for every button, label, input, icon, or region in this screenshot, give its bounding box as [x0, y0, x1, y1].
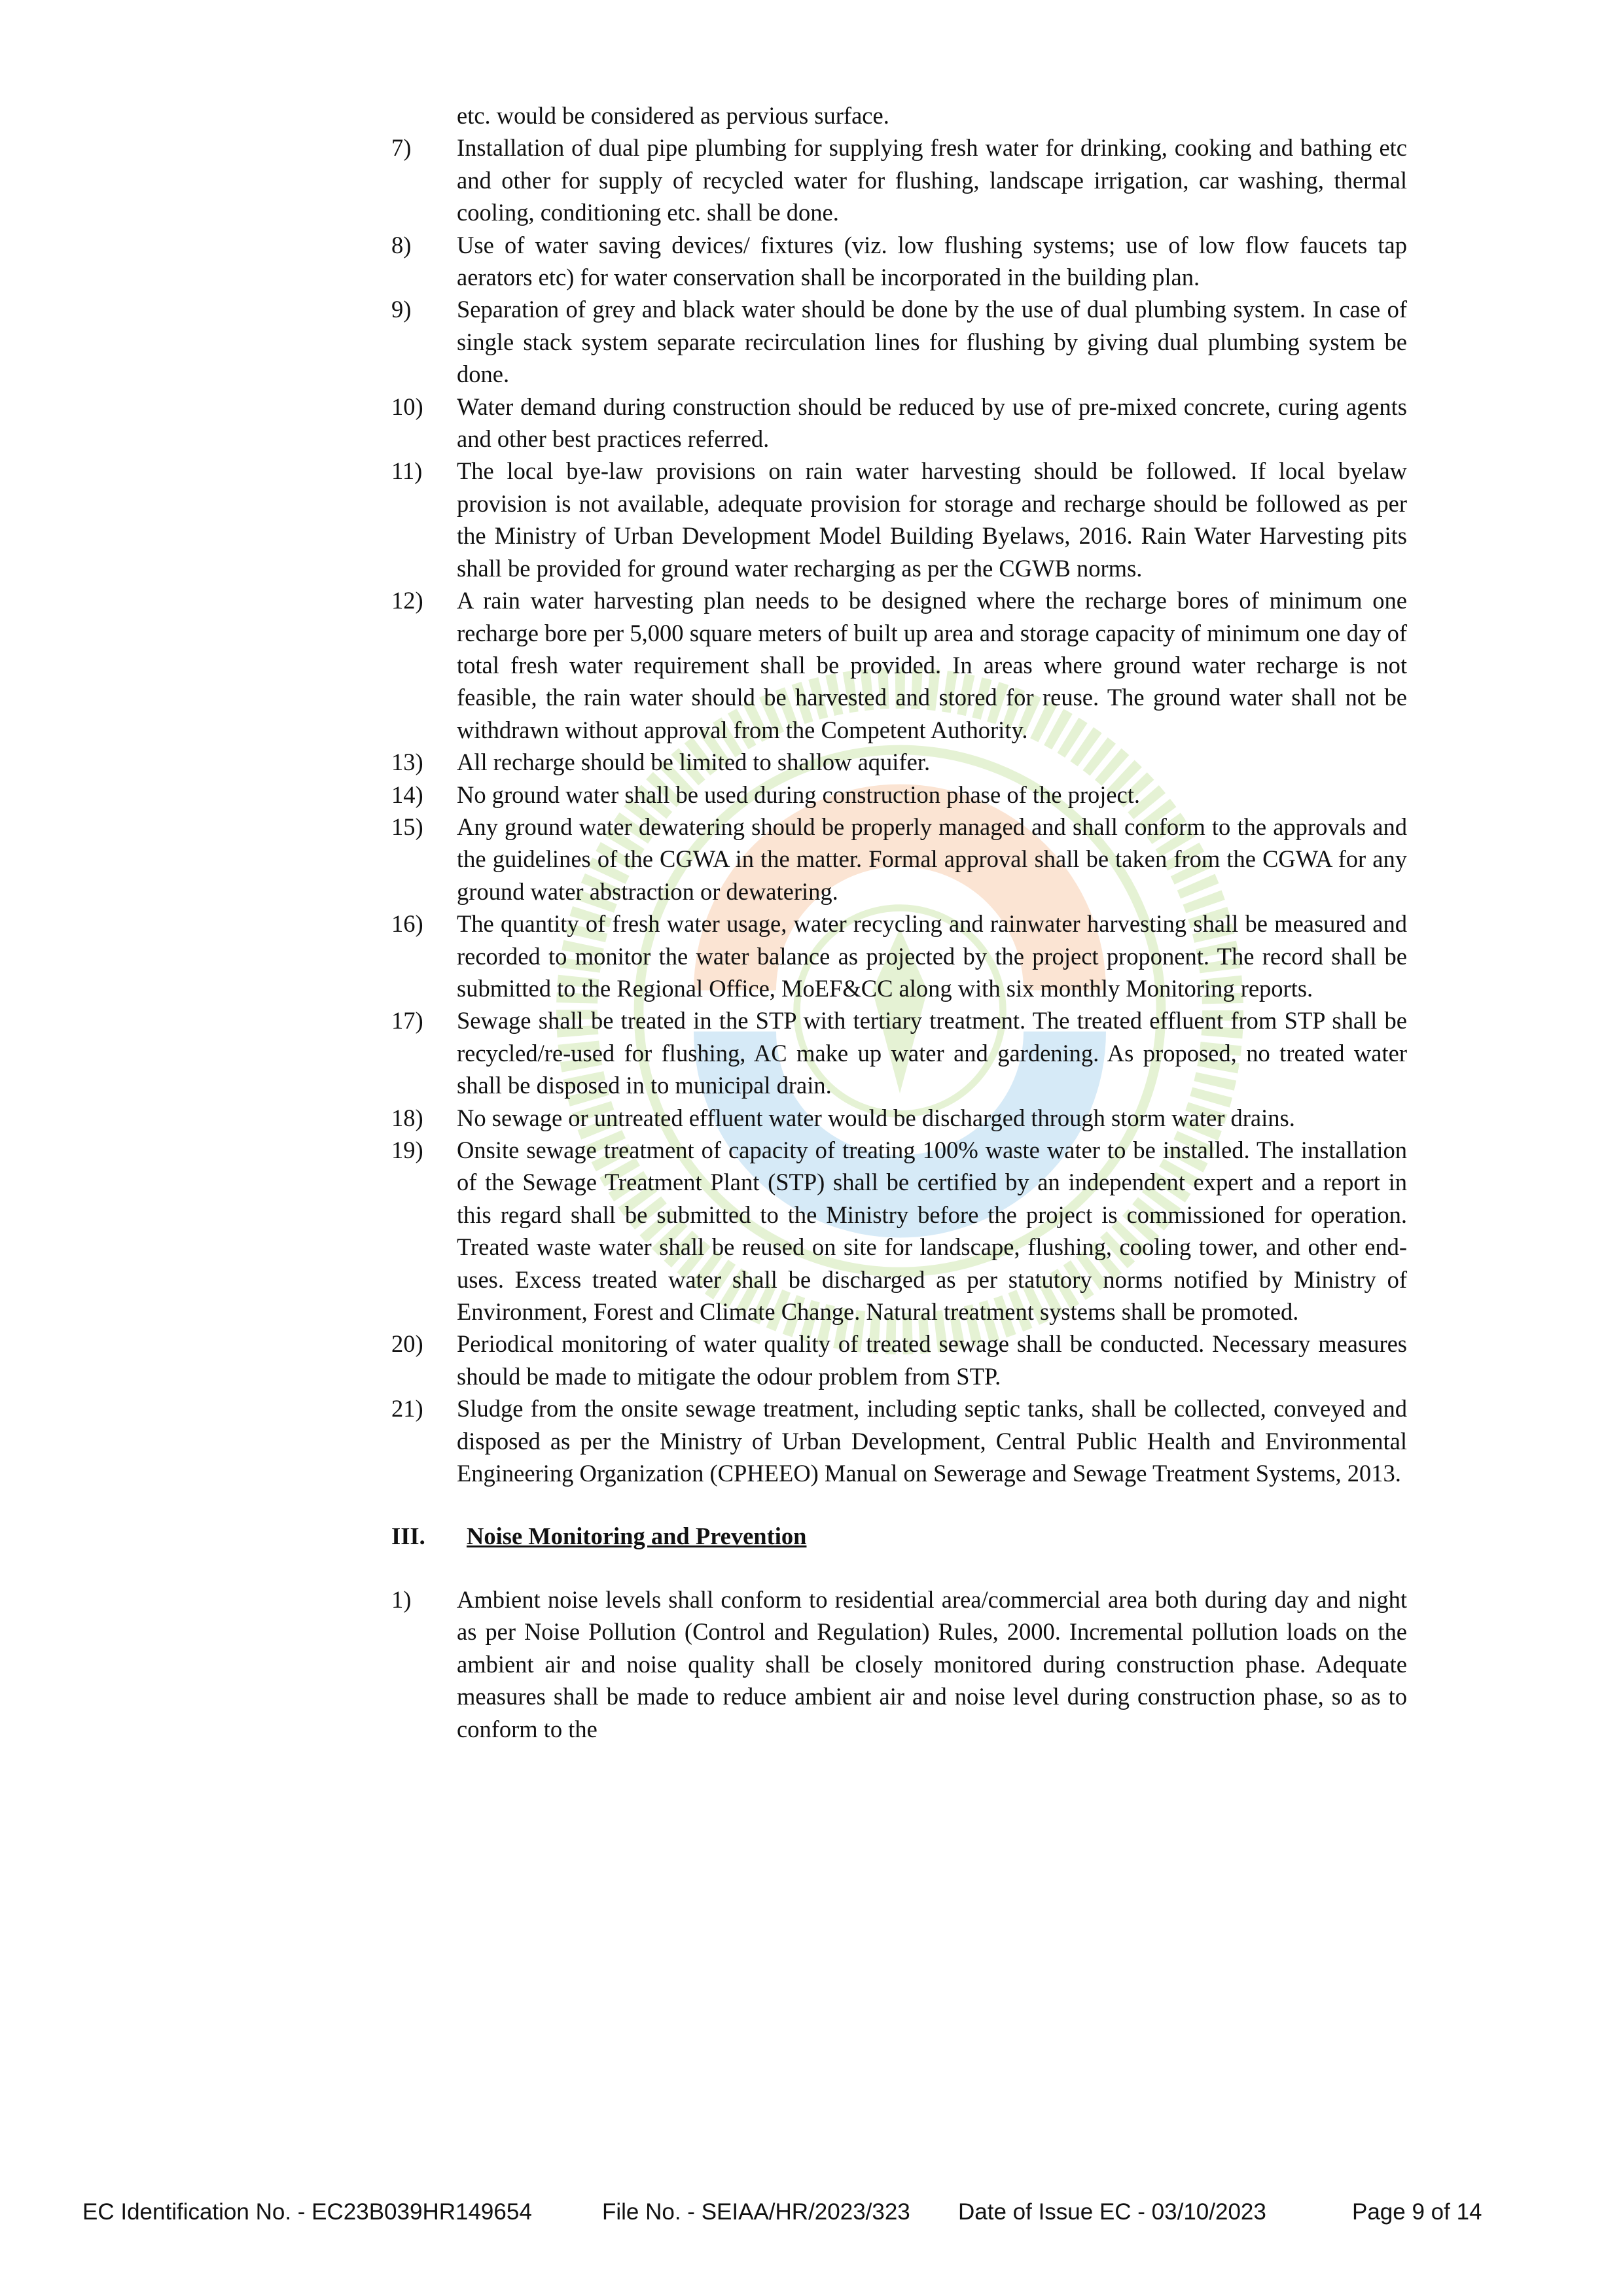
- document-body: [391, 99, 1407, 1745]
- list-item: [391, 746, 1407, 778]
- list-item: [391, 455, 1407, 584]
- list-item: [391, 584, 1407, 746]
- list-item: [391, 908, 1407, 1004]
- list-item: [391, 779, 1407, 811]
- date-of-issue: Date of Issue EC - 03/10/2023: [958, 2199, 1266, 2225]
- list-item: [391, 1583, 1407, 1745]
- item-text: Onsite sewage treatment of capacity of treating 100% waste water to be installed. The installation of the Sewage Treatment Plant (STP) shall be certified by an independent expert and a report in this regard shall be submitted to the Ministry before the project is commissioned for operation. Treated waste water shall be reused on site for landscape, flushing, cooling tower, and other end-uses. Excess treated water shall be discharged as per statutory norms notified by Ministry of Environment, Forest and Climate Change. Natural treatment systems shall be promoted.: [457, 1137, 1407, 1326]
- list-item: [391, 1102, 1407, 1134]
- item-number: 18): [391, 1104, 423, 1131]
- item-text: Any ground water dewatering should be properly managed and shall conform to the approvals and the guidelines of the CGWA in the matter. Formal approval shall be taken from the CGWA for any ground water abstraction or dewatering.: [457, 813, 1407, 905]
- list-item: [391, 132, 1407, 228]
- item-number: 1): [391, 1585, 412, 1613]
- item-text: Sewage shall be treated in the STP with tertiary treatment. The treated effluent from STP shall be recycled/re-used for flushing, AC make up water and gardening. As proposed, no treated water shall be disposed in to municipal drain.: [457, 1007, 1407, 1099]
- item-text: Water demand during construction should be reduced by use of pre-mixed concrete, curing agents and other best practices referred.: [457, 393, 1407, 453]
- item-text: Ambient noise levels shall conform to residential area/commercial area both during day and night as per Noise Pollution (Control and Regulation) Rules, 2000. Incremental pollution loads on the ambient air and noise quality shall be closely monitored during construction phase. Adequate measures shall be made to reduce ambient air and noise level during construction phase, so as to conform to the: [457, 1585, 1407, 1742]
- list-item: [391, 229, 1407, 294]
- item-text: Periodical monitoring of water quality of treated sewage shall be conducted. Necessary measures should be made to mitigate the odour problem from STP.: [457, 1330, 1407, 1390]
- water-conservation-list: [391, 132, 1407, 1489]
- noise-monitoring-list: [391, 1583, 1407, 1745]
- item-text: A rain water harvesting plan needs to be designed where the recharge bores of minimum one recharge bore per 5,000 square meters of built up area and storage capacity of minimum one day of total fresh water requirement shall be provided. In areas where ground water recharge is not feasible, the rain water should be harvested and stored for reuse. The ground water shall not be withdrawn without approval from the Competent Authority.: [457, 587, 1407, 743]
- file-number: File No. - SEIAA/HR/2023/323: [602, 2199, 910, 2225]
- item-number: 20): [391, 1330, 423, 1358]
- item-text: Installation of dual pipe plumbing for supplying fresh water for drinking, cooking and bathing etc and other for supply of recycled water for flushing, landscape irrigation, car washing, thermal cooling, conditioning etc. shall be done.: [457, 134, 1407, 226]
- list-item: [391, 1392, 1407, 1489]
- item-number: 14): [391, 781, 423, 808]
- section-heading: [391, 1520, 1407, 1552]
- page-number: Page 9 of 14: [1352, 2199, 1482, 2225]
- item-number: 12): [391, 587, 423, 614]
- list-item: [391, 391, 1407, 455]
- item-text: All recharge should be limited to shallow aquifer.: [457, 749, 931, 776]
- item-number: 16): [391, 910, 423, 938]
- item-number: 11): [391, 457, 423, 485]
- item-text: Separation of grey and black water should be done by the use of dual plumbing system. In case of single stack system separate recirculation lines for flushing by giving dual plumbing system be done.: [457, 296, 1407, 388]
- item-number: 19): [391, 1137, 423, 1163]
- item-number: 9): [391, 296, 412, 323]
- item-text: Sludge from the onsite sewage treatment, including septic tanks, shall be collected, conveyed and disposed as per the Ministry of Urban Development, Central Public Health and Environmental Engineering Organization (CPHEEO) Manual on Sewerage and Sewage Treatment Systems, 2013.: [457, 1395, 1407, 1487]
- item-number: 10): [391, 393, 423, 420]
- item-number: 8): [391, 231, 412, 258]
- list-item: [391, 1328, 1407, 1392]
- list-item: [391, 811, 1407, 908]
- item-text: No ground water shall be used during construction phase of the project.: [457, 781, 1141, 808]
- item-text: No sewage or untreated effluent water would be discharged through storm water drains.: [457, 1104, 1295, 1131]
- item-text: Use of water saving devices/ fixtures (viz. low flushing systems; use of low flow faucets tap aerators etc) for water conservation shall be incorporated in the building plan.: [457, 231, 1407, 291]
- item-number: 17): [391, 1007, 423, 1034]
- item-number: 21): [391, 1395, 423, 1422]
- item-text: The quantity of fresh water usage, water recycling and rainwater harvesting shall be measured and recorded to monitor the water balance as projected by the project proponent. The record shall be submitted to the Regional Office, MoEF&CC along with six monthly Monitoring reports.: [457, 910, 1407, 1002]
- list-item: [391, 1134, 1407, 1328]
- section-number: III.: [391, 1523, 425, 1550]
- list-item: [391, 1004, 1407, 1101]
- item-number: 15): [391, 813, 423, 840]
- item-text: The local bye-law provisions on rain water harvesting should be followed. If local byelaw provision is not available, adequate provision for storage and recharge should be followed as per the Ministry of Urban Development Model Building Byelaws, 2016. Rain Water Harvesting pits shall be provided for ground water recharging as per the CGWB norms.: [457, 457, 1407, 582]
- list-item: [391, 293, 1407, 390]
- continuation-text: etc. would be considered as pervious surface.: [457, 102, 889, 129]
- ec-identification-number: EC Identification No. - EC23B039HR149654: [82, 2199, 532, 2225]
- section-title: Noise Monitoring and Prevention: [467, 1523, 807, 1550]
- item-number: 7): [391, 134, 412, 162]
- item-number: 13): [391, 749, 423, 776]
